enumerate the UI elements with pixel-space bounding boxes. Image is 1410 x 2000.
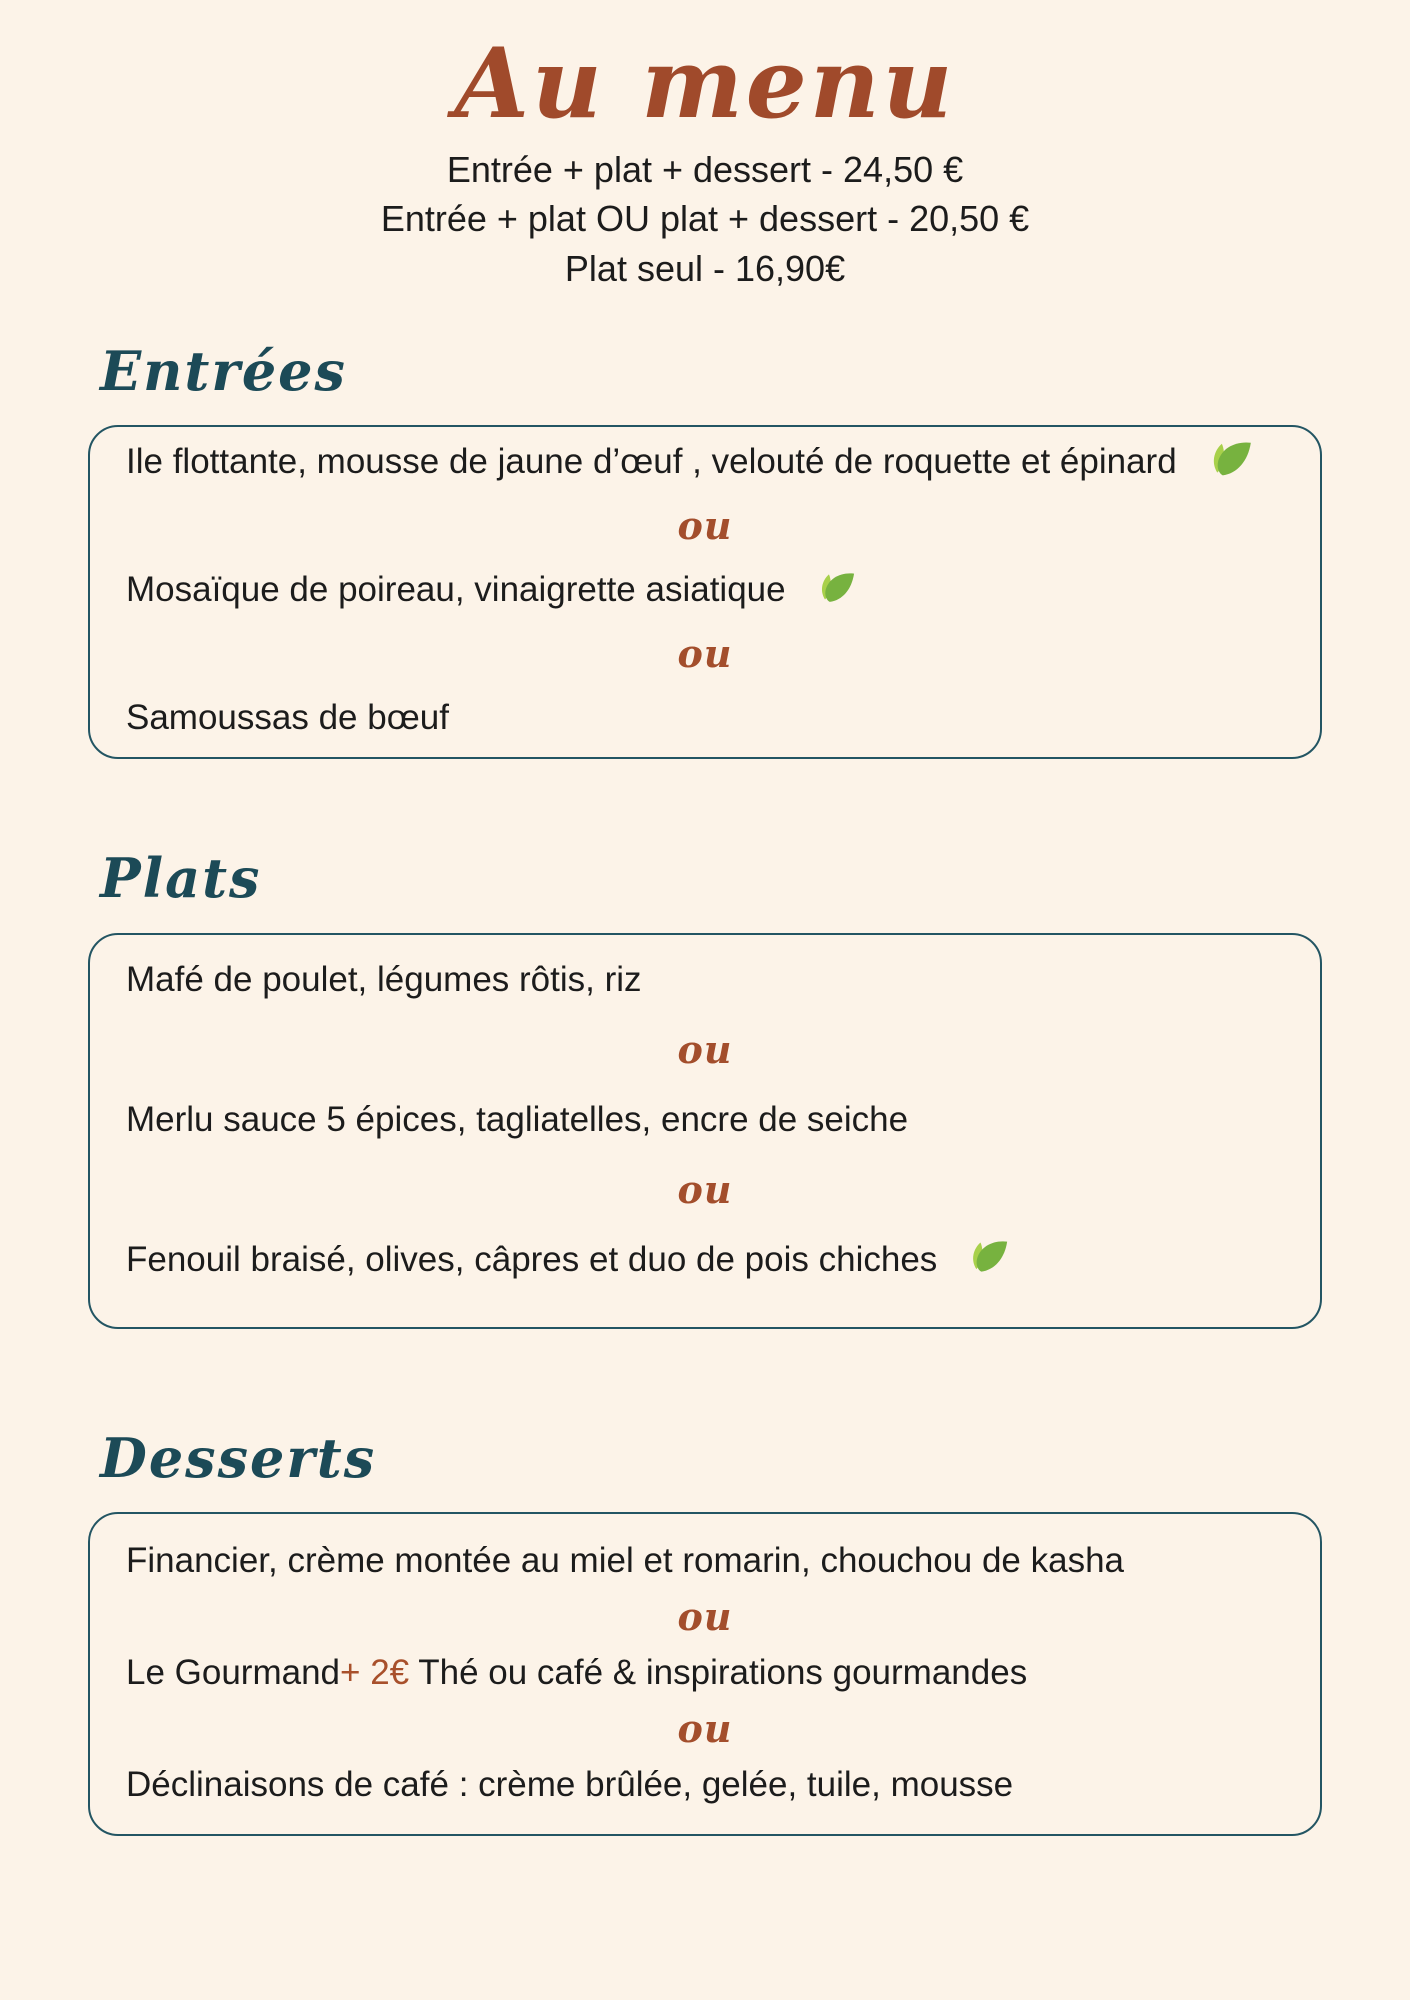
menu-item	[126, 569, 1284, 611]
or-separator: ou	[677, 1594, 733, 1640]
menu-item-label: Samoussas de bœuf	[126, 698, 449, 738]
menu-item	[126, 1239, 1284, 1281]
or-separator: ou	[677, 1706, 733, 1752]
section-desserts	[88, 1425, 1322, 1837]
menu-item-label: Ile flottante, mousse de jaune d’œuf , velouté de roquette et épinard	[126, 442, 1177, 482]
menu-item-label: Mosaïque de poireau, vinaigrette asiatique	[126, 570, 786, 610]
page-title: Au menu	[454, 27, 956, 140]
menu-item	[126, 1099, 1284, 1141]
section-title-plats: Plats	[100, 846, 262, 911]
vegetarian-leaf-icon	[1207, 441, 1253, 479]
section-plats	[88, 845, 1322, 1329]
pricing-line-two-courses: Entrée + plat OU plat + dessert - 20,50 €	[380, 198, 1030, 240]
menu-item	[126, 1764, 1284, 1806]
menu-item-label-prefix: Le Gourmand	[126, 1653, 341, 1693]
menu-item-label: Merlu sauce 5 épices, tagliatelles, encre de seiche	[126, 1099, 909, 1139]
menu-card-plats	[88, 933, 1322, 1329]
pricing-line-full: Entrée + plat + dessert - 24,50 €	[446, 148, 964, 190]
vegetarian-leaf-icon	[967, 1240, 1009, 1275]
menu-item-label: Déclinaisons de café : crème brûlée, gelée, tuile, mousse	[126, 1765, 1014, 1805]
menu-item-label: Financier, crème montée au miel et romarin, chouchou de kasha	[126, 1541, 1125, 1581]
pricing-block	[0, 145, 1410, 294]
menu-card-desserts	[88, 1512, 1322, 1836]
section-entrees	[88, 338, 1322, 760]
or-separator: ou	[677, 631, 733, 677]
supplement-price: + 2€	[340, 1653, 410, 1693]
pricing-line-main-only: Plat seul - 16,90€	[564, 248, 846, 290]
section-title-desserts: Desserts	[100, 1425, 377, 1490]
menu-item	[126, 441, 1284, 483]
menu-item	[126, 697, 1284, 739]
or-separator: ou	[677, 503, 733, 549]
menu-item	[126, 959, 1284, 1001]
section-title-entrees: Entrées	[100, 338, 347, 403]
menu-item	[126, 1540, 1284, 1582]
menu-item-label-suffix: Thé ou café & inspirations gourmandes	[409, 1653, 1028, 1693]
menu-item-label: Mafé de poulet, légumes rôtis, riz	[126, 959, 642, 999]
or-separator: ou	[677, 1026, 733, 1072]
or-separator: ou	[677, 1166, 733, 1212]
menu-item	[126, 1652, 1284, 1694]
vegetarian-leaf-icon	[816, 572, 856, 605]
menu-card-entrees	[88, 425, 1322, 759]
menu-item-label: Fenouil braisé, olives, câpres et duo de pois chiches	[126, 1239, 938, 1279]
